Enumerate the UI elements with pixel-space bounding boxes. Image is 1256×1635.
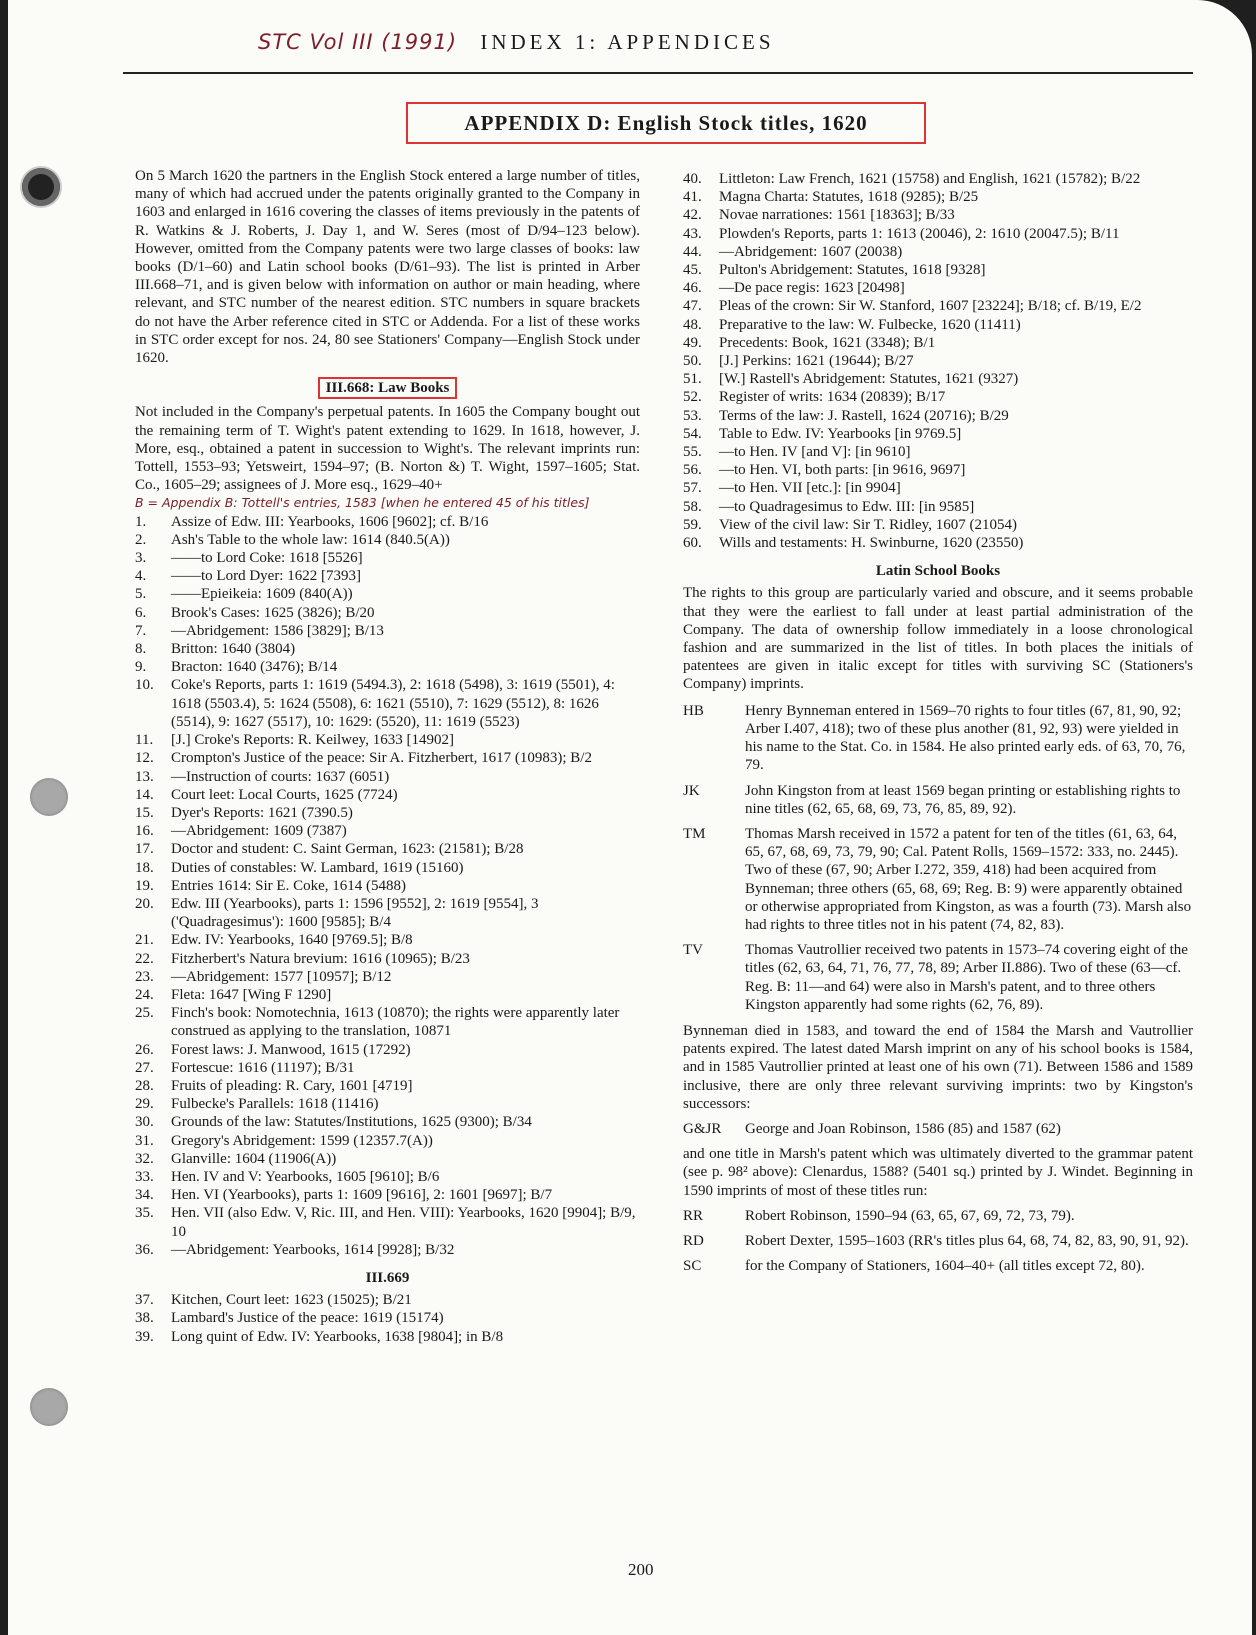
entry-text: Assize of Edw. III: Yearbooks, 1606 [9602]; cf. B/16 [171,513,489,530]
list-entry [683,206,1193,224]
entry-number: 3. [135,550,147,567]
entry-text: [J.] Croke's Reports: R. Keilwey, 1633 [14902] [171,732,454,749]
list-entry [683,498,1193,516]
entry-text: Court leet: Local Courts, 1625 (7724) [171,786,398,803]
entry-number: 20. [135,895,154,912]
entry-number: 19. [135,877,154,894]
entry-number: 25. [135,1005,154,1022]
list-entry [135,531,640,549]
entry-text: —Abridgement: 1609 (7387) [171,823,347,840]
entry-text: —to Hen. IV [and V]: [in 9610] [719,444,911,461]
paragraph: and one title in Marsh's patent which was ultimately diverted to the grammar patent (see p. 98² above): Clenardus, 1588? (5401 sq.) printed by J. Windet. Beginning in 1590 imprints of most of these titles run: [683,1146,1193,1199]
entry-number: 6. [135,604,147,621]
entry-text: Novae narrationes: 1561 [18363]; B/33 [719,207,955,224]
list-entry [135,1186,640,1204]
list-entry [135,786,640,804]
key-text: John Kingston from at least 1569 began printing or establishing rights to nine titles (62, 65, 68, 69, 73, 76, 85, 89, 92). [745,782,1181,817]
entry-number: 43. [683,225,702,242]
list-entry [683,188,1193,206]
entry-number: 58. [683,498,702,515]
entry-number: 12. [135,750,154,767]
list-entry [683,297,1193,315]
paragraph: Bynneman died in 1583, and toward the end of 1584 the Marsh and Vautrollier patents expired. The latest dated Marsh imprint on any of his school books is 1584, and in 1585 Vautrollier printed at least one of his own (71). Between 1586 and 1589 inclusive, there are only three relevant surviving imprints: two by Kingston's successors: [683,1022,1193,1112]
entry-number: 28. [135,1077,154,1094]
entry-number: 59. [683,516,702,533]
entry-text: Crompton's Justice of the peace: Sir A. Fitzherbert, 1617 (10983); B/2 [171,750,592,767]
key-list [683,1207,1193,1276]
list-entry [683,334,1193,352]
entry-text: Terms of the law: J. Rastell, 1624 (20716); B/29 [719,407,1009,424]
key-abbr: RR [683,1207,704,1224]
entry-number: 23. [135,968,154,985]
key-abbr: RD [683,1232,704,1249]
handwritten-note: STC Vol III (1991) [258,30,458,54]
entry-text: Pulton's Abridgement: Statutes, 1618 [9328] [719,262,986,279]
entry-number: 2. [135,531,147,548]
list-entry [135,604,640,622]
list-entry [135,1095,640,1113]
entry-number: 50. [683,353,702,370]
entry-text: View of the civil law: Sir T. Ridley, 1607 (21054) [719,516,1017,533]
list-entry [683,479,1193,497]
entry-text: —De pace regis: 1623 [20498] [719,280,905,297]
entry-number: 39. [135,1328,154,1345]
entry-text: Long quint of Edw. IV: Yearbooks, 1638 [9804]; in B/8 [171,1328,504,1345]
entry-number: 40. [683,171,702,187]
entry-text: ——to Lord Dyer: 1622 [7393] [171,568,361,585]
entry-text: Bracton: 1640 (3476); B/14 [171,659,338,676]
list-entry [683,243,1193,261]
key-text: Henry Bynneman entered in 1569–70 rights to four titles (67, 81, 90, 92; Arber I.407, 418); two of these plus another (81, 92, 93) were yielded in his name to the Stat. Co. in 1584. He also printed early eds. of 63, 70, 76, 79. [745,702,1186,774]
document-page [8,0,1252,1635]
entry-text: Hen. VI (Yearbooks), parts 1: 1609 [9616], 2: 1601 [9697]; B/7 [171,1187,553,1204]
binder-hole [30,778,68,816]
list-entry [135,658,640,676]
entry-text: ——to Lord Coke: 1618 [5526] [171,550,363,567]
key-entry [683,782,1193,818]
key-text: Thomas Marsh received in 1572 a patent for ten of the titles (61, 63, 64, 65, 67, 68, 69, 73, 79, 90; Cal. Patent Rolls, 1569–1572: 333, no. 2445). Two of these (67, 90; Arber I.272, 359, 418) had been acquired from Bynneman; three others (65, 68, 69; Reg. B: 9) were apparently obtained or otherwise appropriated from Kingston, as was a fourth (73). Marsh also had rights to three titles not in his patent (74, 82, 83). [745,825,1192,933]
list-entry [135,859,640,877]
entry-number: 30. [135,1114,154,1131]
entry-number: 5. [135,586,147,603]
entry-text: Coke's Reports, parts 1: 1619 (5494.3), 2: 1618 (5498), 3: 1619 (5501), 4: 1618 (5503.4), 5: 1624 (5508), 6: 1621 (5510), 7: 1629 (5512), 8: 1626 (5514), 9: 1627 (5517), 10: 1629: (5520), 11: 1619 (5523) [171,677,615,730]
entry-number: 14. [135,786,154,803]
entry-number: 13. [135,768,154,785]
list-entry [135,1328,640,1346]
entry-text: Register of writs: 1634 (20839); B/17 [719,389,946,406]
entry-list [135,513,640,1259]
entry-text: Precedents: Book, 1621 (3348); B/1 [719,334,936,351]
entry-number: 17. [135,841,154,858]
entry-number: 11. [135,732,154,749]
list-entry [135,549,640,567]
key-entry [683,941,1193,1014]
header-rule [123,72,1193,74]
right-column [683,170,1193,1282]
entry-text: Kitchen, Court leet: 1623 (15025); B/21 [171,1292,412,1309]
entry-text: —to Quadragesimus to Edw. III: [in 9585] [719,498,975,515]
list-entry [683,316,1193,334]
entry-number: 55. [683,444,702,461]
entry-number: 47. [683,298,702,315]
list-entry [135,1204,640,1240]
entry-text: —to Hen. VII [etc.]: [in 9904] [719,480,901,497]
entry-text: Lambard's Justice of the peace: 1619 (15174) [171,1310,444,1327]
list-entry [135,1150,640,1168]
entry-number: 24. [135,986,154,1003]
entry-number: 4. [135,568,147,585]
entry-number: 29. [135,1096,154,1113]
entry-list [135,1291,640,1346]
binder-hole [30,1388,68,1426]
entry-text: Plowden's Reports, parts 1: 1613 (20046), 2: 1610 (20047.5); B/11 [719,225,1120,242]
entry-text: Britton: 1640 (3804) [171,641,296,658]
entry-list [683,170,1193,552]
section-heading: III.668: Law Books [135,377,640,399]
entry-number: 37. [135,1292,154,1309]
list-entry [135,585,640,603]
key-abbr: TM [683,825,706,842]
list-entry [135,1309,640,1327]
key-entry [683,825,1193,934]
entry-number: 53. [683,407,702,424]
entry-number: 54. [683,425,702,442]
entry-text: Littleton: Law French, 1621 (15758) and English, 1621 (15782); B/22 [719,171,1141,187]
key-entry [683,1207,1193,1225]
list-entry [683,352,1193,370]
entry-number: 34. [135,1187,154,1204]
entry-number: 42. [683,207,702,224]
page-number: 200 [628,1560,654,1579]
page-header [258,30,775,55]
key-abbr: SC [683,1258,702,1275]
entry-number: 21. [135,932,154,949]
list-entry [135,1113,640,1131]
entry-text: Brook's Cases: 1625 (3826); B/20 [171,604,375,621]
list-entry [135,1132,640,1150]
entry-text: Edw. IV: Yearbooks, 1640 [9769.5]; B/8 [171,932,413,949]
entry-text: Finch's book: Nomotechnia, 1613 (10870); the rights were apparently later construed as applying to the translation, 10871 [171,1005,620,1040]
entry-number: 57. [683,480,702,497]
entry-text: Fulbecke's Parallels: 1618 (11416) [171,1096,379,1113]
list-entry [135,1077,640,1095]
entry-text: —to Hen. VI, both parts: [in 9616, 9697] [719,462,966,479]
list-entry [683,534,1193,552]
binder-hole [22,168,60,206]
list-entry [135,931,640,949]
entry-number: 51. [683,371,702,388]
entry-number: 8. [135,641,147,658]
entry-text: Fleta: 1647 [Wing F 1290] [171,986,332,1003]
key-text: George and Joan Robinson, 1586 (85) and 1587 (62) [745,1120,1061,1137]
entry-text: —Abridgement: Yearbooks, 1614 [9928]; B/32 [171,1241,455,1258]
list-entry [135,622,640,640]
key-abbr: JK [683,782,700,799]
list-entry [135,1059,640,1077]
key-entry [683,1120,1193,1138]
section-heading: III.669 [365,1269,410,1286]
key-text: for the Company of Stationers, 1604–40+ (all titles except 72, 80). [745,1258,1145,1275]
entry-text: —Abridgement: 1577 [10957]; B/12 [171,968,392,985]
list-entry [135,1041,640,1059]
list-entry [135,968,640,986]
list-entry [135,804,640,822]
entry-number: 32. [135,1150,154,1167]
entry-text: Ash's Table to the whole law: 1614 (840.5(A)) [171,531,450,548]
entry-text: Grounds of the law: Statutes/Institutions, 1625 (9300); B/34 [171,1114,532,1131]
list-entry [683,225,1193,243]
list-entry [683,370,1193,388]
key-abbr: TV [683,942,703,959]
key-entry [683,1232,1193,1250]
entry-number: 45. [683,262,702,279]
entry-text: Hen. IV and V: Yearbooks, 1605 [9610]; B/6 [171,1168,440,1185]
key-entry [683,702,1193,775]
list-entry [135,640,640,658]
entry-number: 15. [135,804,154,821]
entry-number: 44. [683,243,702,260]
entry-number: 22. [135,950,154,967]
entry-text: —Abridgement: 1586 [3829]; B/13 [171,622,384,639]
entry-number: 9. [135,659,147,676]
entry-number: 10. [135,677,154,694]
entry-number: 56. [683,462,702,479]
list-entry [683,443,1193,461]
entry-number: 36. [135,1241,154,1258]
entry-number: 1. [135,513,147,530]
section-heading: Latin School Books [875,563,1001,580]
entry-text: [W.] Rastell's Abridgement: Statutes, 1621 (9327) [719,371,1019,388]
list-entry [683,425,1193,443]
key-text: Thomas Vautrollier received two patents in 1573–74 covering eight of the titles (62, 63, 64, 71, 76, 77, 78, 89; Arber II.886). Two of these (63—cf. Reg. B: 11—and 64) were also in Marsh's patent, and to three others Kingston apparently had some rights (62, 76, 89). [745,942,1188,1013]
entry-number: 16. [135,823,154,840]
list-entry [135,1168,640,1186]
entry-text: —Abridgement: 1607 (20038) [719,243,903,260]
entry-text: Fitzherbert's Natura brevium: 1616 (10965); B/23 [171,950,470,967]
entry-number: 33. [135,1168,154,1185]
key-text: Robert Robinson, 1590–94 (63, 65, 67, 69, 72, 73, 79). [745,1207,1075,1224]
entry-text: Hen. VII (also Edw. V, Ric. III, and Hen. VIII): Yearbooks, 1620 [9904]; B/9, 10 [171,1205,636,1240]
entry-text: Forest laws: J. Manwood, 1615 (17292) [171,1041,411,1058]
list-entry [135,1241,640,1259]
law-intro: Not included in the Company's perpetual patents. In 1605 the Company bought out the remaining term of T. Wight's patent extending to 1629. In 1618, however, J. More, esq., obtained a patent in succession to Wight's. The relevant imprints run: Tottell, 1553–93; Yetsweirt, 1594–97; (B. Norton &) T. Wight, 1597–1605; Stat. Co., 1605–29; assignees of J. More esq., 1629–40+ [135,404,640,494]
entry-text: Doctor and student: C. Saint German, 1623: (21581); B/28 [171,841,524,858]
list-entry [135,877,640,895]
list-entry [135,676,640,731]
list-entry [135,768,640,786]
entry-number: 49. [683,334,702,351]
left-column [135,167,640,1346]
entry-number: 7. [135,622,147,639]
entry-text: Table to Edw. IV: Yearbooks [in 9769.5] [719,425,962,442]
key-entry [683,1257,1193,1275]
entry-number: 48. [683,316,702,333]
key-list [683,702,1193,1014]
entry-text: Gregory's Abridgement: 1599 (12357.7(A)) [171,1132,433,1149]
entry-number: 41. [683,189,702,206]
key-abbr: HB [683,702,704,719]
key-abbr: G&JR [683,1120,722,1137]
entry-text: Fortescue: 1616 (11197); B/31 [171,1059,355,1076]
list-entry [683,516,1193,534]
entry-number: 18. [135,859,154,876]
list-entry [683,170,1193,188]
entry-number: 26. [135,1041,154,1058]
entry-text: Fruits of pleading: R. Cary, 1601 [4719] [171,1077,413,1094]
header-title: INDEX 1: APPENDICES [480,30,775,54]
entry-text: Edw. III (Yearbooks), parts 1: 1596 [9552], 2: 1619 [9554], 3 ('Quadragesimus'): 1600 [9585]; B/4 [171,895,539,931]
latin-intro: The rights to this group are particularly varied and obscure, and it seems probable that they were the earliest to fall under at least partial administration of the Company. The data of ownership follow immediately in a loose chronological fashion and are summarized in the list of titles. In both places the initials of patentees are given in italic except for titles with surviving SC (Stationers's Company) imprints. [683,585,1193,693]
list-entry [135,749,640,767]
list-entry [135,840,640,858]
entry-text: Preparative to the law: W. Fulbecke, 1620 (11411) [719,316,1021,333]
entry-number: 60. [683,535,702,552]
list-entry [135,822,640,840]
entry-text: [J.] Perkins: 1621 (19644); B/27 [719,353,914,370]
list-entry [683,388,1193,406]
entry-number: 31. [135,1132,154,1149]
list-entry [683,407,1193,425]
entry-number: 46. [683,280,702,297]
list-entry [135,1004,640,1040]
appendix-title: APPENDIX D: English Stock titles, 1620 [406,102,926,144]
entry-text: Duties of constables: W. Lambard, 1619 (15160) [171,859,464,876]
intro-paragraph: On 5 March 1620 the partners in the English Stock entered a large number of titles, many of which had accrued under the patents originally granted to the Company in 1603 and enlarged in 1616 covering the classes of items previously in the patents of R. Watkins & J. Roberts, J. Day 1, and W. Seres (most of D/94–123 below). However, omitted from the Company patents were two large classes of books: law books (D/1–60) and Latin school books (D/61–93). The list is printed in Arber III.668–71, and is given below with information on author or main heading, where relevant, and STC number of the nearest edition. STC numbers in square brackets do not have the Arber reference cited in STC or Addenda. For a list of these works in STC order except for nos. 24, 80 see Stationers' Company—English Stock under 1620. [135,168,640,367]
entry-text: Magna Charta: Statutes, 1618 (9285); B/25 [719,189,979,206]
list-entry [683,279,1193,297]
entry-number: 27. [135,1059,154,1076]
entry-text: —Instruction of courts: 1637 (6051) [171,768,390,785]
list-entry [135,513,640,531]
entry-text: Pleas of the crown: Sir W. Stanford, 1607 [23224]; B/18; cf. B/19, E/2 [719,298,1142,315]
entry-text: Entries 1614: Sir E. Coke, 1614 (5488) [171,877,406,894]
entry-text: Dyer's Reports: 1621 (7390.5) [171,804,353,821]
list-entry [135,567,640,585]
list-entry [683,261,1193,279]
entry-number: 52. [683,389,702,406]
handwritten-note: B = Appendix B: Tottell's entries, 1583 [when he entered 45 of his titles] [135,495,590,511]
entry-number: 38. [135,1310,154,1327]
entry-text: Glanville: 1604 (11906(A)) [171,1150,337,1167]
list-entry [135,731,640,749]
entry-text: ——Epieikeia: 1609 (840(A)) [171,586,353,603]
key-list [683,1120,1193,1138]
key-text: Robert Dexter, 1595–1603 (RR's titles plus 64, 68, 74, 82, 83, 90, 91, 92). [745,1232,1189,1249]
entry-number: 35. [135,1205,154,1222]
list-entry [135,986,640,1004]
entry-text: Wills and testaments: H. Swinburne, 1620 (23550) [719,535,1024,552]
list-entry [135,1291,640,1309]
list-entry [135,895,640,931]
list-entry [683,461,1193,479]
list-entry [135,950,640,968]
